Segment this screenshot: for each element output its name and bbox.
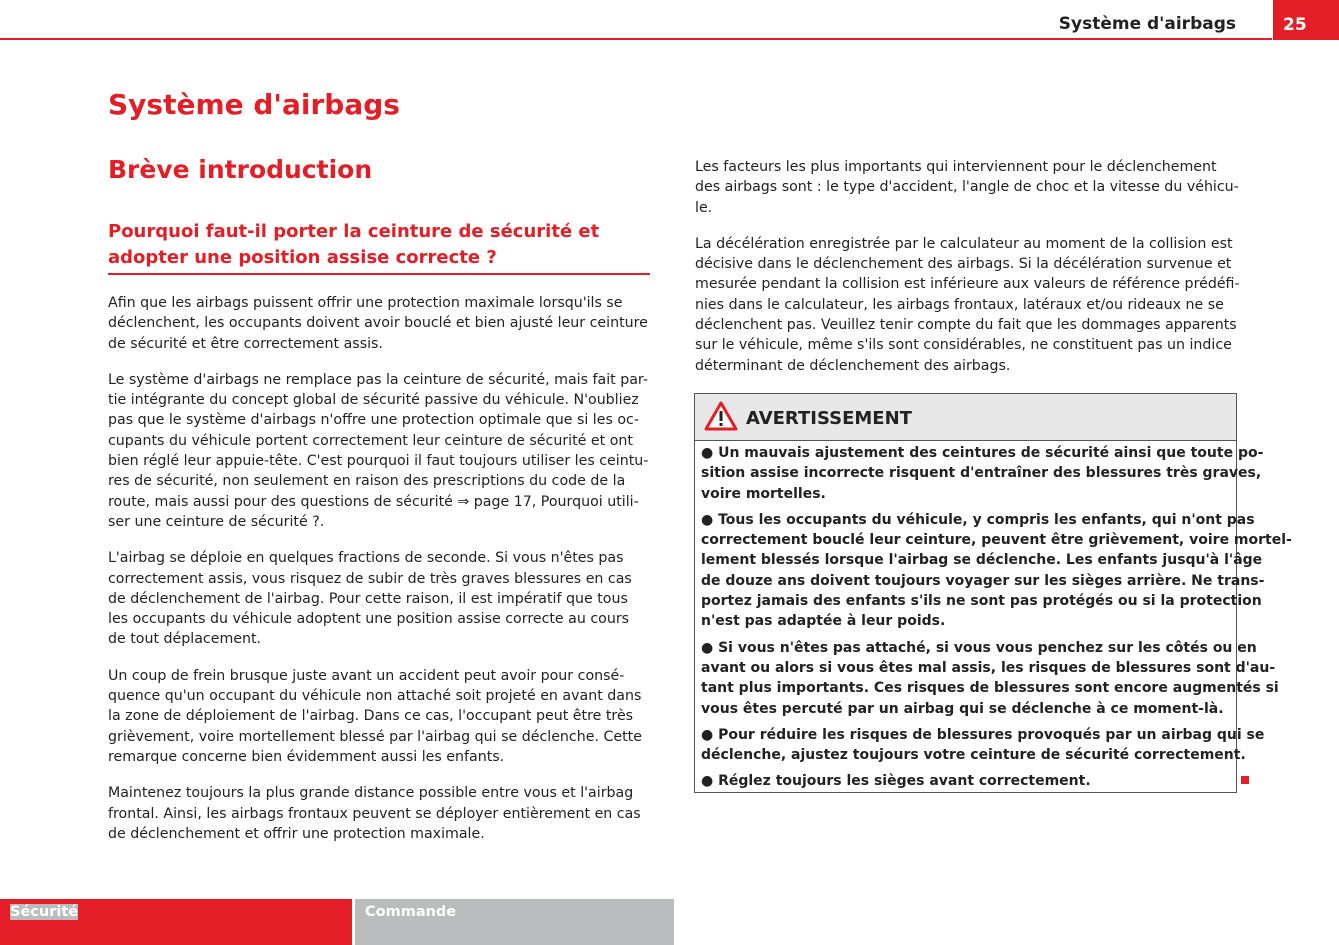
- paragraph: [108, 666, 653, 767]
- warning-title: AVERTISSEMENT: [746, 408, 912, 429]
- footer-tab-label: Caractéristiques techniques: [1008, 904, 1238, 920]
- text-line: cupants du véhicule portent correctement leur ceinture de sécurité et ont: [108, 432, 633, 449]
- right-column: [695, 157, 1240, 392]
- text-line: avant ou alors si vous êtes mal assis, les risques de blessures sont d'au-: [701, 659, 1276, 676]
- text-line: route, mais aussi pour des questions de sécurité ⇒ page 17, Pourquoi utili-: [108, 493, 639, 510]
- text-line: quence qu'un occupant du véhicule non attaché soit projeté en avant dans: [108, 688, 642, 705]
- text-line: voire mortelles.: [701, 485, 826, 502]
- text-line: sur le véhicule, même s'ils sont considérables, ne constituent pas un indice: [695, 337, 1232, 354]
- footer-tab-label: Sécurité: [10, 904, 79, 920]
- text-line: sition assise incorrecte risquent d'entraîner des blessures très graves,: [701, 465, 1262, 482]
- text-line: de sécurité et être correctement assis.: [108, 335, 383, 352]
- text-line: nies dans le calculateur, les airbags frontaux, latéraux et/ou rideaux ne se: [695, 296, 1224, 313]
- warning-box: [694, 393, 1292, 793]
- section-end-marker: [1241, 776, 1249, 784]
- text-line: vous êtes percuté par un airbag qui se déclenche à ce moment-là.: [701, 700, 1224, 717]
- text-line: correctement assis, vous risquez de subir de très graves blessures en cas: [108, 570, 632, 587]
- text-line: de déclenchement et offrir une protection maximale.: [108, 825, 485, 842]
- text-line: frontal. Ainsi, les airbags frontaux peuvent se déployer entièrement en cas: [108, 805, 641, 822]
- text-line: ● Si vous n'êtes pas attaché, si vous vous penchez sur les côtés ou en: [701, 639, 1257, 656]
- footer-tab-conseils[interactable]: [677, 899, 995, 945]
- paragraph: [701, 638, 1279, 719]
- text-line: lement blessés lorsque l'airbag se déclenche. Les enfants jusqu'à l'âge: [701, 552, 1263, 569]
- page-number: 25: [1273, 0, 1339, 40]
- text-line: la zone de déploiement de l'airbag. Dans ce cas, l'occupant peut être très: [108, 708, 634, 725]
- text-line: res de sécurité, non seulement en raison des prescriptions du code de la: [108, 473, 626, 490]
- text-line: pas que le système d'airbags n'offre une protection optimale que si les oc-: [108, 412, 639, 429]
- text-line: les occupants du véhicule adoptent une position assise correcte au cours: [108, 611, 630, 628]
- paragraph: [695, 157, 1240, 218]
- text-line: des airbags sont : le type d'accident, l'angle de choc et la vitesse du véhicu-: [695, 179, 1239, 196]
- text-line: Le système d'airbags ne remplace pas la ceinture de sécurité, mais fait par-: [108, 371, 648, 388]
- footer-tab-caracteristiques[interactable]: [998, 899, 1339, 945]
- text-line: portez jamais des enfants s'ils ne sont pas protégés ou si la protection: [701, 593, 1262, 610]
- text-line: correctement bouclé leur ceinture, peuvent être grièvement, voire mortel-: [701, 532, 1292, 549]
- text-line: ● Tous les occupants du véhicule, y compris les enfants, qui n'ont pas: [701, 511, 1255, 528]
- text-line: ● Pour réduire les risques de blessures provoqués par un airbag qui se: [701, 726, 1265, 743]
- text-line: de déclenchement de l'airbag. Pour cette raison, il est impératif que tous: [108, 590, 628, 607]
- text-line: ● Un mauvais ajustement des ceintures de sécurité ainsi que toute po-: [701, 445, 1264, 461]
- text-line: tie intégrante du concept global de sécurité passive du véhicule. N'oubliez: [108, 392, 639, 409]
- text-line: ser une ceinture de sécurité ?.: [108, 513, 325, 530]
- warning-triangle-icon: [703, 400, 739, 432]
- footer-tab-commande[interactable]: [355, 899, 674, 945]
- text-line: de tout déplacement.: [108, 631, 262, 648]
- text-line: de douze ans doivent toujours voyager sur les sièges arrière. Ne trans-: [701, 572, 1265, 589]
- paragraph: [695, 234, 1240, 376]
- warning-header: [695, 394, 1236, 441]
- left-column: [108, 293, 653, 860]
- text-line: déclenche, ajustez toujours votre ceinture de sécurité correctement.: [701, 747, 1246, 764]
- page-title: Système d'airbags: [108, 88, 400, 121]
- text-line: grièvement, voire mortellement blessé par l'airbag qui se déclenche. Cette: [108, 728, 642, 745]
- text-line: L'airbag se déploie en quelques fractions de seconde. Si vous n'êtes pas: [108, 550, 624, 567]
- text-line: bien réglé leur appuie-tête. C'est pourquoi il faut toujours utiliser les ceintu-: [108, 453, 649, 470]
- warning-body: [695, 441, 1292, 800]
- text-line: tant plus importants. Ces risques de blessures sont encore augmentés si: [701, 680, 1279, 697]
- paragraph: [701, 725, 1265, 766]
- text-line: n'est pas adaptée à leur poids.: [701, 613, 946, 630]
- running-header: Système d'airbags: [1058, 14, 1236, 34]
- paragraph: [701, 771, 1230, 791]
- text-line: La décélération enregistrée par le calculateur au moment de la collision est: [695, 235, 1233, 252]
- text-line: mesurée pendant la collision est inférieure aux valeurs de référence prédéfi-: [695, 276, 1240, 293]
- text-line: déclenchent pas. Veuillez tenir compte du fait que les dommages apparents: [695, 317, 1237, 334]
- header-rule: [0, 38, 1272, 40]
- paragraph: [108, 370, 653, 532]
- paragraph: [108, 548, 653, 649]
- footer-tab-label: Conseils: [687, 904, 755, 920]
- text-line: le.: [695, 199, 713, 216]
- text-line: Les facteurs les plus importants qui interviennent pour le déclenchement: [695, 159, 1217, 175]
- text-line: décisive dans le déclenchement des airbags. Si la décélération survenue et: [695, 256, 1232, 273]
- paragraph: [108, 783, 653, 844]
- text-line: Un coup de frein brusque juste avant un accident peut avoir pour consé-: [108, 667, 625, 684]
- text-line: Afin que les airbags puissent offrir une protection maximale lorsqu'ils se: [108, 295, 623, 311]
- text-line: Maintenez toujours la plus grande distance possible entre vous et l'airbag: [108, 785, 634, 802]
- paragraph: [108, 293, 653, 354]
- text-line: déterminant de déclenchement des airbags.: [695, 357, 1011, 374]
- subsection-heading: Pourquoi faut-il porter la ceinture de sécurité et adopter une position assise correcte ?: [108, 219, 650, 275]
- footer-tab-securite[interactable]: [0, 899, 352, 945]
- text-line: déclenchent, les occupants doivent avoir bouclé et bien ajusté leur ceinture: [108, 315, 648, 332]
- section-title: Brève introduction: [108, 155, 373, 184]
- paragraph: [701, 443, 1264, 504]
- text-line: ● Réglez toujours les sièges avant correctement.: [701, 773, 1091, 790]
- footer-tab-label: Commande: [365, 904, 457, 920]
- paragraph: [701, 510, 1292, 632]
- text-line: remarque concerne bien évidemment aussi les enfants.: [108, 748, 505, 765]
